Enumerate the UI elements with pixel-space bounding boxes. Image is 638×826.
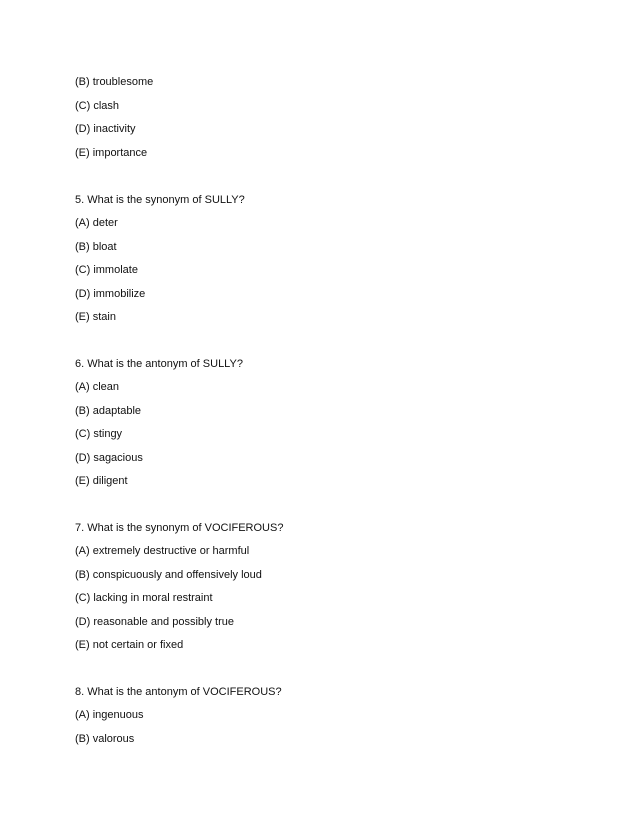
- option-line: (D) immobilize: [75, 288, 146, 300]
- option-line: (E) not certain or fixed: [75, 639, 184, 651]
- option-line: (B) adaptable: [75, 405, 142, 417]
- question-line: 6. What is the antonym of SULLY?: [75, 358, 243, 370]
- option-line: (C) stingy: [75, 428, 123, 440]
- option-line: (A) deter: [75, 217, 118, 229]
- option-line: (E) importance: [75, 147, 148, 159]
- option-line: (B) valorous: [75, 733, 135, 745]
- option-line: (E) diligent: [75, 475, 128, 487]
- option-line: (B) conspicuously and offensively loud: [75, 569, 262, 581]
- option-line: (B) troublesome: [75, 76, 154, 88]
- question-line: 8. What is the antonym of VOCIFEROUS?: [75, 686, 282, 698]
- option-line: (C) lacking in moral restraint: [75, 592, 213, 604]
- option-line: (D) inactivity: [75, 123, 136, 135]
- option-line: (C) clash: [75, 100, 120, 112]
- option-line: (D) sagacious: [75, 452, 143, 464]
- option-line: (A) ingenuous: [75, 709, 144, 721]
- option-line: (E) stain: [75, 311, 116, 323]
- option-line: (B) bloat: [75, 241, 117, 253]
- question-line: 5. What is the synonym of SULLY?: [75, 194, 245, 206]
- option-line: (C) immolate: [75, 264, 138, 276]
- question-line: 7. What is the synonym of VOCIFEROUS?: [75, 522, 284, 534]
- option-line: (A) clean: [75, 381, 120, 393]
- option-line: (D) reasonable and possibly true: [75, 616, 234, 628]
- option-line: (A) extremely destructive or harmful: [75, 545, 250, 557]
